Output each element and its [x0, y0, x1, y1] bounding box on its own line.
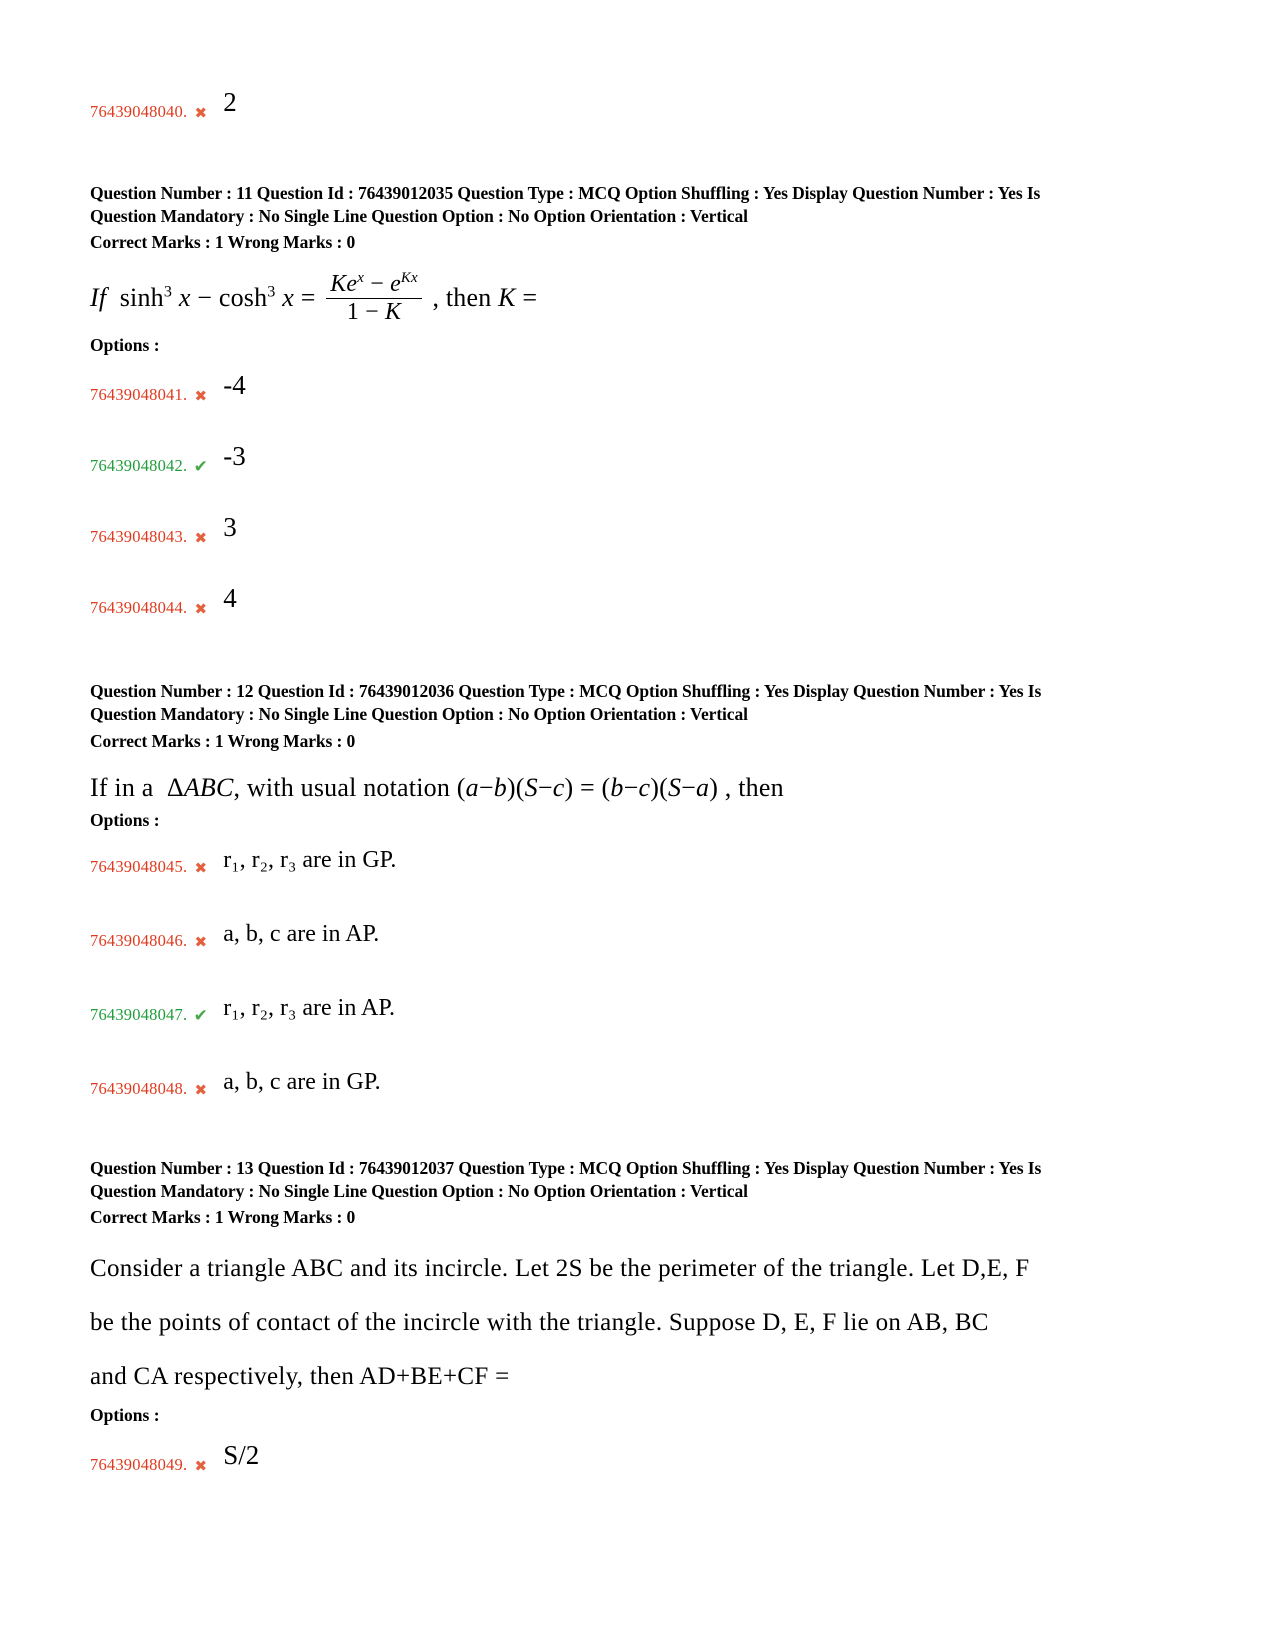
option-row: [90, 512, 1120, 548]
question-body-12: If in a ΔABC, with usual notation (a−b)(S−c) = (b−c)(S−a) , then: [90, 772, 784, 802]
option-row: [90, 87, 1120, 122]
question-meta-line1: Question Number : 13 Question Id : 76439012037 Question Type : MCQ Option Shuffling : Yes Display Question Number : Yes Is: [90, 1157, 1042, 1178]
options-label-12: Options :: [90, 809, 160, 830]
question-body-13-line1: Consider a triangle ABC and its incircle. Let 2S be the perimeter of the triangle. Let D,E, F: [90, 1255, 1030, 1283]
option-row: [90, 1440, 1120, 1476]
option-row: [90, 920, 1120, 951]
option-id: 76439048042.: [90, 456, 188, 476]
option-value: -4: [223, 370, 246, 401]
question-marks-13: Correct Marks : 1 Wrong Marks : 0: [90, 1207, 356, 1228]
option-id: 76439048043.: [90, 527, 188, 547]
option-value: r₁, r₂, r₃ are in AP.: [223, 994, 396, 1021]
question-meta-11: [90, 182, 1120, 228]
wrong-mark-icon: ✖: [194, 602, 208, 619]
option-value: a, b, c are in AP.: [223, 920, 380, 947]
option-row: [90, 846, 1120, 877]
wrong-mark-icon: ✖: [194, 531, 208, 548]
question-meta-12: [90, 680, 1120, 726]
question-meta-line2: Question Mandatory : No Single Line Question Option : No Option Orientation : Vertical: [90, 206, 748, 227]
question-body-13-line2: be the points of contact of the incircle with the triangle. Suppose D, E, F lie on AB, BC: [90, 1308, 989, 1336]
question-body-13-line3: and CA respectively, then AD+BE+CF =: [90, 1362, 510, 1390]
wrong-mark-icon: ✖: [194, 106, 208, 122]
options-label-11: Options :: [90, 335, 160, 356]
page-content: [90, 0, 1120, 1475]
question-meta-13: [90, 1157, 1120, 1203]
question-meta-line2: Question Mandatory : No Single Line Question Option : No Option Orientation : Vertical: [90, 704, 748, 725]
wrong-mark-icon: ✖: [194, 389, 208, 406]
option-id: 76439048049.: [90, 1455, 188, 1475]
question-meta-line2: Question Mandatory : No Single Line Question Option : No Option Orientation : Vertical: [90, 1180, 748, 1201]
option-value: 3: [223, 512, 237, 543]
option-id: 76439048048.: [90, 1078, 188, 1098]
correct-mark-icon: ✔: [193, 457, 208, 477]
option-id: 76439048046.: [90, 930, 188, 950]
option-value: S/2: [223, 1440, 260, 1471]
option-value: 2: [223, 87, 237, 117]
option-row: [90, 441, 1120, 477]
option-row: [90, 370, 1120, 406]
wrong-mark-icon: ✖: [194, 1082, 208, 1099]
question-block-13: [90, 1157, 1120, 1475]
option-value: r₁, r₂, r₃ are in GP.: [223, 846, 397, 873]
wrong-mark-icon: ✖: [194, 934, 208, 951]
question-block-12: [90, 680, 1120, 1098]
option-id: 76439048047.: [90, 1004, 188, 1024]
question-meta-line1: Question Number : 12 Question Id : 76439012036 Question Type : MCQ Option Shuffling : Yes Display Question Number : Yes Is: [90, 681, 1042, 702]
option-row: [90, 994, 1120, 1025]
option-value: 4: [223, 583, 237, 614]
question-body-11: If $\sinh^3 x - \cosh^3 x$ = $\frac{Ke^x - e^{Kx}}{1 - K}$ , then K =: [90, 270, 538, 326]
option-value: a, b, c are in GP.: [223, 1068, 381, 1095]
wrong-mark-icon: ✖: [194, 860, 208, 877]
question-marks-12: Correct Marks : 1 Wrong Marks : 0: [90, 730, 356, 751]
question-block-11: [90, 182, 1120, 618]
question-marks-11: Correct Marks : 1 Wrong Marks : 0: [90, 232, 356, 253]
option-row: [90, 583, 1120, 619]
option-id: 76439048040.: [90, 102, 188, 121]
correct-mark-icon: ✔: [193, 1005, 208, 1025]
option-id: 76439048041.: [90, 385, 188, 405]
options-label-13: Options :: [90, 1405, 160, 1426]
option-id: 76439048045.: [90, 856, 188, 876]
option-id: 76439048044.: [90, 598, 188, 618]
wrong-mark-icon: ✖: [194, 1459, 208, 1476]
option-row: [90, 1068, 1120, 1099]
question-meta-line1: Question Number : 11 Question Id : 76439012035 Question Type : MCQ Option Shuffling : Yes Display Question Number : Yes Is: [90, 183, 1041, 203]
option-value: -3: [223, 441, 246, 472]
question-body-13: [90, 1242, 1120, 1403]
